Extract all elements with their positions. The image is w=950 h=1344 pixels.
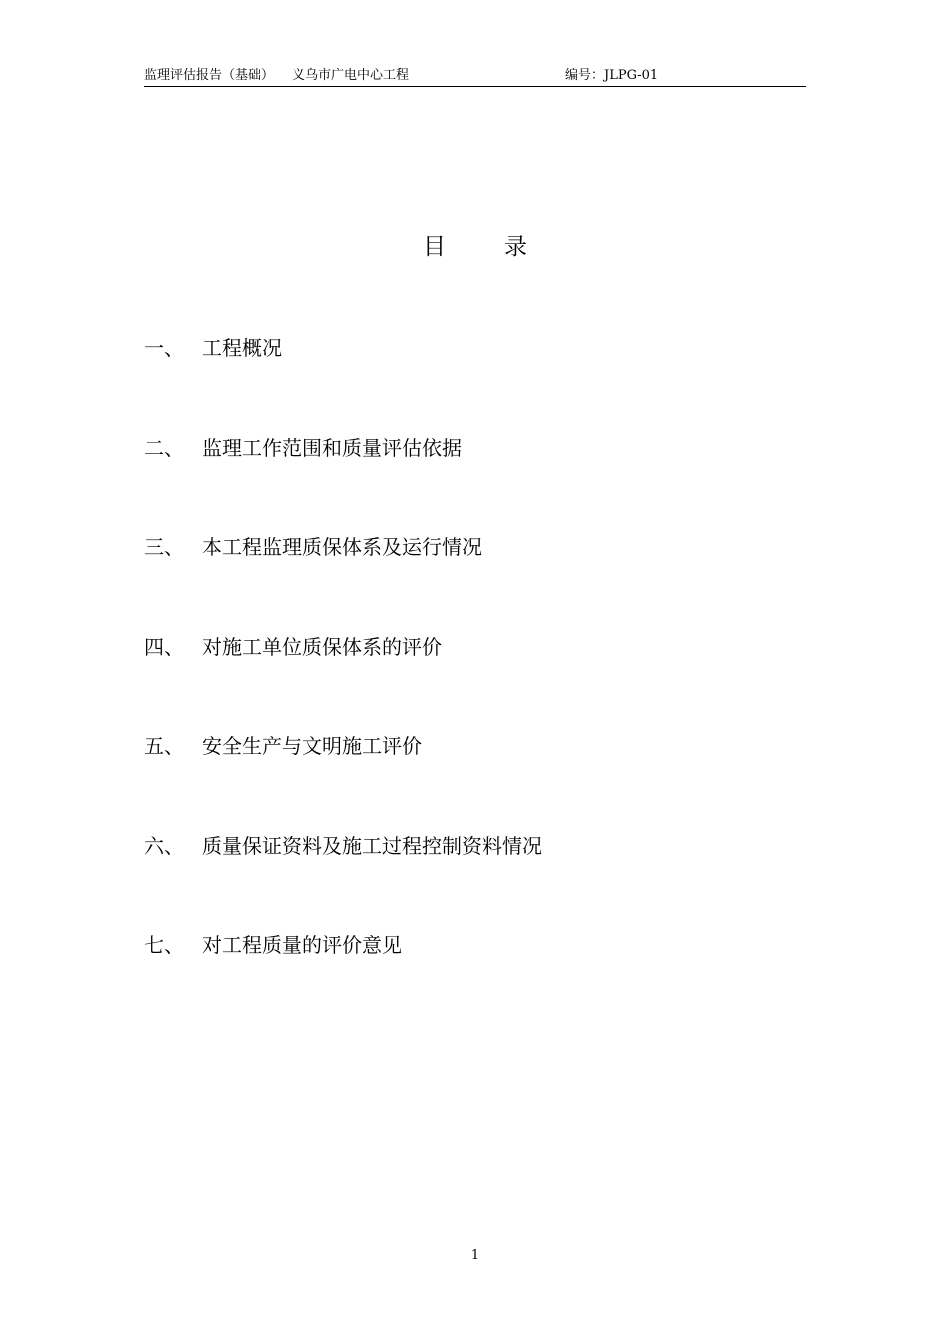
- toc-item[interactable]: [144, 831, 804, 931]
- page-title: [0, 232, 950, 262]
- toc-item-text: 本工程监理质保体系及运行情况: [202, 535, 482, 559]
- toc-item[interactable]: [144, 731, 804, 831]
- title-char-1: 目: [423, 234, 446, 260]
- header-left: [144, 68, 409, 84]
- toc-item[interactable]: [144, 333, 804, 433]
- table-of-contents: [144, 333, 804, 1030]
- toc-item-number: 一、: [144, 336, 184, 360]
- toc-item-number: 六、: [144, 833, 184, 858]
- page-number: 1: [470, 1248, 480, 1263]
- toc-item-text: 工程概况: [202, 336, 282, 360]
- toc-item-number: 三、: [144, 535, 184, 559]
- toc-item-number: 五、: [144, 734, 184, 758]
- toc-item[interactable]: [144, 433, 804, 533]
- toc-item-number: 四、: [144, 634, 184, 659]
- toc-item-text: 监理工作范围和质量评估依据: [202, 435, 462, 460]
- toc-item[interactable]: [144, 930, 804, 1030]
- toc-item-number: 二、: [144, 435, 184, 460]
- document-number: 编号：JLPG-01: [565, 68, 659, 83]
- toc-item-number: 七、: [144, 933, 184, 957]
- toc-item-text: 质量保证资料及施工过程控制资料情况: [202, 833, 542, 858]
- toc-item-text: 对施工单位质保体系的评价: [202, 634, 442, 659]
- project-name: 义乌市广电中心工程: [292, 68, 410, 83]
- report-name: 监理评估报告（基础）: [144, 68, 275, 83]
- toc-item[interactable]: [144, 632, 804, 732]
- page-header: [144, 66, 806, 87]
- toc-item-text: 对工程质量的评价意见: [202, 933, 402, 957]
- toc-item[interactable]: [144, 532, 804, 632]
- title-char-2: 录: [504, 234, 527, 260]
- toc-item-text: 安全生产与文明施工评价: [202, 734, 422, 758]
